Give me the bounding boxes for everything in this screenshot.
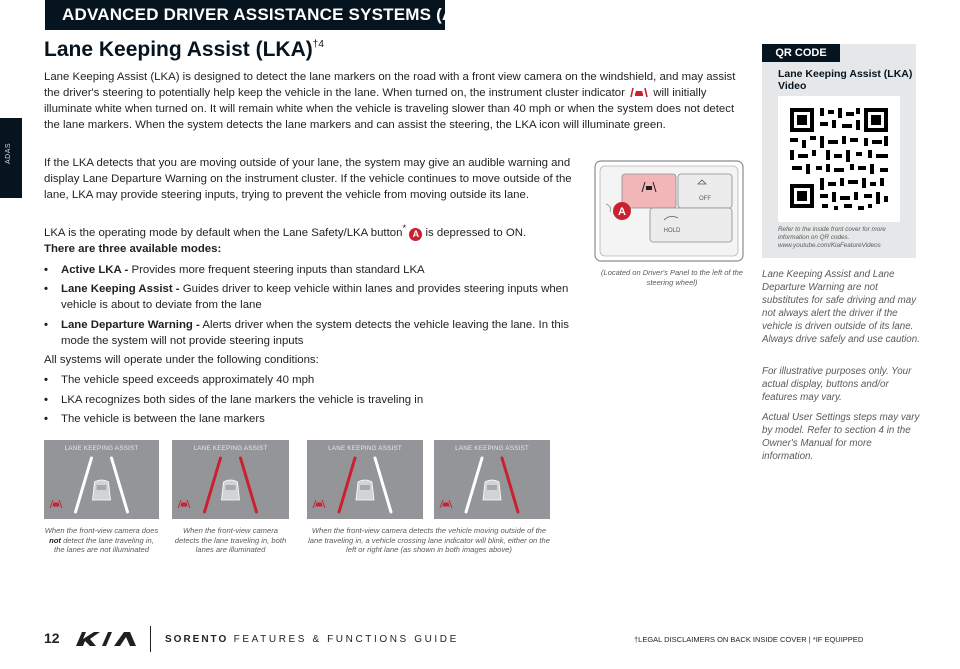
vehicle-windshield [226, 485, 236, 490]
illustrative-note: For illustrative purposes only. Your actual display, buttons and/or features may vary. [762, 366, 912, 403]
safety-note: Lane Keeping Assist and Lane Departure Warning are not substitutes for safe driving and may not always alert the driver if the vehicle is driven outside of its lane. Always drive safely and use caution. [762, 269, 920, 345]
footer-model: SORENTO [165, 634, 229, 645]
driver-panel-illustration [594, 160, 744, 262]
vehicle-windshield [97, 485, 107, 490]
intro-text-part1: Lane Keeping Assist (LKA) is designed to detect the lane markers on the road with a front view camera on the windshield, and may assist the driver's steering to potentially help keep the vehicle in the lane. When turned on, the instrument cluster indicator [44, 71, 736, 99]
footer-guide-title [165, 634, 459, 645]
left-lane-line [76, 458, 92, 512]
default-mode-text: LKA is the operating mode by default when the Lane Safety/LKA button [44, 226, 403, 239]
condition-text: LKA recognizes both sides of the lane markers the vehicle is traveling in [61, 394, 424, 406]
left-lane-line [339, 458, 355, 512]
caption-1-start: When the front-view camera does [44, 526, 159, 535]
mode-name: Lane Keeping Assist - [61, 283, 180, 295]
screen-label: LANE KEEPING ASSIST [193, 445, 268, 452]
bullet-dot: • [44, 413, 48, 425]
qr-code-tag: QR CODE [762, 44, 840, 62]
screen-label: LANE KEEPING ASSIST [455, 445, 529, 452]
bullet-dot: • [44, 374, 48, 386]
condition-item [44, 372, 574, 388]
intro-paragraph [44, 69, 749, 133]
qr-note: Refer to the inside front cover for more information on QR codes. www.youtube.com/KiaFeatureVideos [778, 226, 886, 249]
cluster-screen-2 [172, 440, 289, 519]
intro-text-part2: will initially illuminate white when turned on. It will remain white when the vehicle is traveling slower than 40 mph or when the system does not detect the lane markers. When the system detects the lane markers and can assist the steering, the LKA icon will illuminate green. [44, 87, 735, 131]
mode-name: Active LKA - [61, 264, 129, 276]
callout-a-letter: A [618, 206, 626, 218]
lane-display [172, 440, 289, 519]
left-lane-line [466, 458, 482, 512]
kia-logo-icon [74, 630, 138, 648]
bullet-dot: • [44, 394, 48, 406]
condition-text: The vehicle is between the lane markers [61, 413, 265, 425]
lka-status-icon [50, 500, 62, 508]
left-lane-line [205, 458, 221, 512]
right-lane-line [112, 458, 128, 512]
lka-status-icon [440, 500, 452, 508]
warning-paragraph: If the LKA detects that you are moving outside of your lane, the system may give an audible warning and display Lane Departure Warning on the instrument cluster. If the vehicle continues to move outside of the lane, LKA may provide steering inputs, trying to prevent the vehicle from moving outside its lane. [44, 157, 572, 201]
cluster-screen-1 [44, 440, 159, 519]
caption-1-emphasis: not [49, 535, 61, 545]
lane-display [307, 440, 423, 519]
condition-text: The vehicle speed exceeds approximately 40 mph [61, 374, 315, 386]
qr-video-title: Lane Keeping Assist (LKA) Video [778, 68, 913, 92]
default-mode-paragraph [44, 221, 574, 241]
title-footnote-mark: †4 [312, 39, 324, 50]
if-equipped-mark: * [402, 223, 407, 234]
screen-caption-3: When the front-view camera detects the vehicle moving outside of the lane traveling in, a vehicle crossing lane indicator will blink, either on the left or right lane (as shown in both images above) [308, 526, 550, 554]
mode-desc: Guides driver to keep vehicle within lanes and provides steering inputs when vehicle is about to deviate from the lane [61, 283, 569, 311]
screen-caption-1 [44, 526, 159, 555]
lka-status-icon [178, 500, 190, 508]
hold-button-label: HOLD [663, 228, 681, 234]
lane-display [434, 440, 550, 519]
footer-divider [150, 626, 151, 652]
screen-caption-2: When the front-view camera detects the lane traveling in, both lanes are illuminated [174, 526, 287, 554]
off-button-label: OFF [699, 196, 711, 202]
qr-code-icon [778, 96, 900, 222]
side-tab-label: ADAS [5, 142, 12, 164]
cluster-screen-3 [307, 440, 423, 519]
screen-label: LANE KEEPING ASSIST [64, 445, 139, 452]
modes-heading: There are three available modes: [44, 243, 222, 255]
vehicle-windshield [360, 485, 370, 490]
caption-1-end: detect the lane traveling in, the lanes are not illuminated [54, 535, 154, 554]
vehicle-windshield [487, 485, 497, 490]
lane-display [44, 440, 159, 519]
lane-safety-button [622, 174, 676, 208]
bullet-dot: • [44, 319, 48, 331]
qr-code-image[interactable] [778, 96, 900, 222]
mode-item-lane-departure-warning [44, 317, 574, 349]
mode-desc: Provides more frequent steering inputs than standard LKA [131, 264, 425, 276]
page-title-text: Lane Keeping Assist (LKA) [44, 38, 313, 61]
section-header-title: ADVANCED DRIVER ASSISTANCE SYSTEMS (ADAS) [62, 5, 497, 24]
mode-item-active-lka [44, 262, 574, 278]
footer-guide-name: FEATURES & FUNCTIONS GUIDE [233, 634, 459, 645]
right-lane-line [502, 458, 518, 512]
right-lane-line [241, 458, 257, 512]
page-number: 12 [44, 630, 60, 646]
conditions-heading: All systems will operate under the following conditions: [44, 354, 319, 366]
mode-item-lane-keeping-assist [44, 281, 574, 313]
settings-note: Actual User Settings steps may vary by model. Refer to section 4 in the Owner's Manual for more information. [762, 412, 920, 462]
condition-item [44, 392, 574, 408]
bullet-dot: • [44, 283, 48, 295]
panel-caption: (Located on Driver's Panel to the left of the steering wheel) [601, 268, 743, 287]
condition-item [44, 411, 574, 427]
lka-indicator-icon [628, 86, 650, 98]
cluster-screen-4 [434, 440, 550, 519]
page-title [44, 38, 324, 62]
default-mode-text-end: is depressed to ON. [425, 226, 527, 239]
callout-a-badge: A [409, 228, 422, 241]
lka-status-icon [313, 500, 325, 508]
mode-name: Lane Departure Warning - [61, 319, 200, 331]
footer-legal: †LEGAL DISCLAIMERS ON BACK INSIDE COVER | *IF EQUIPPED [634, 635, 864, 644]
bullet-dot: • [44, 264, 48, 276]
screen-label: LANE KEEPING ASSIST [328, 445, 402, 452]
mode-desc: Alerts driver when the system detects the vehicle leaving the lane. In this mode the system will not provide steering inputs [61, 319, 569, 347]
right-lane-line [375, 458, 391, 512]
